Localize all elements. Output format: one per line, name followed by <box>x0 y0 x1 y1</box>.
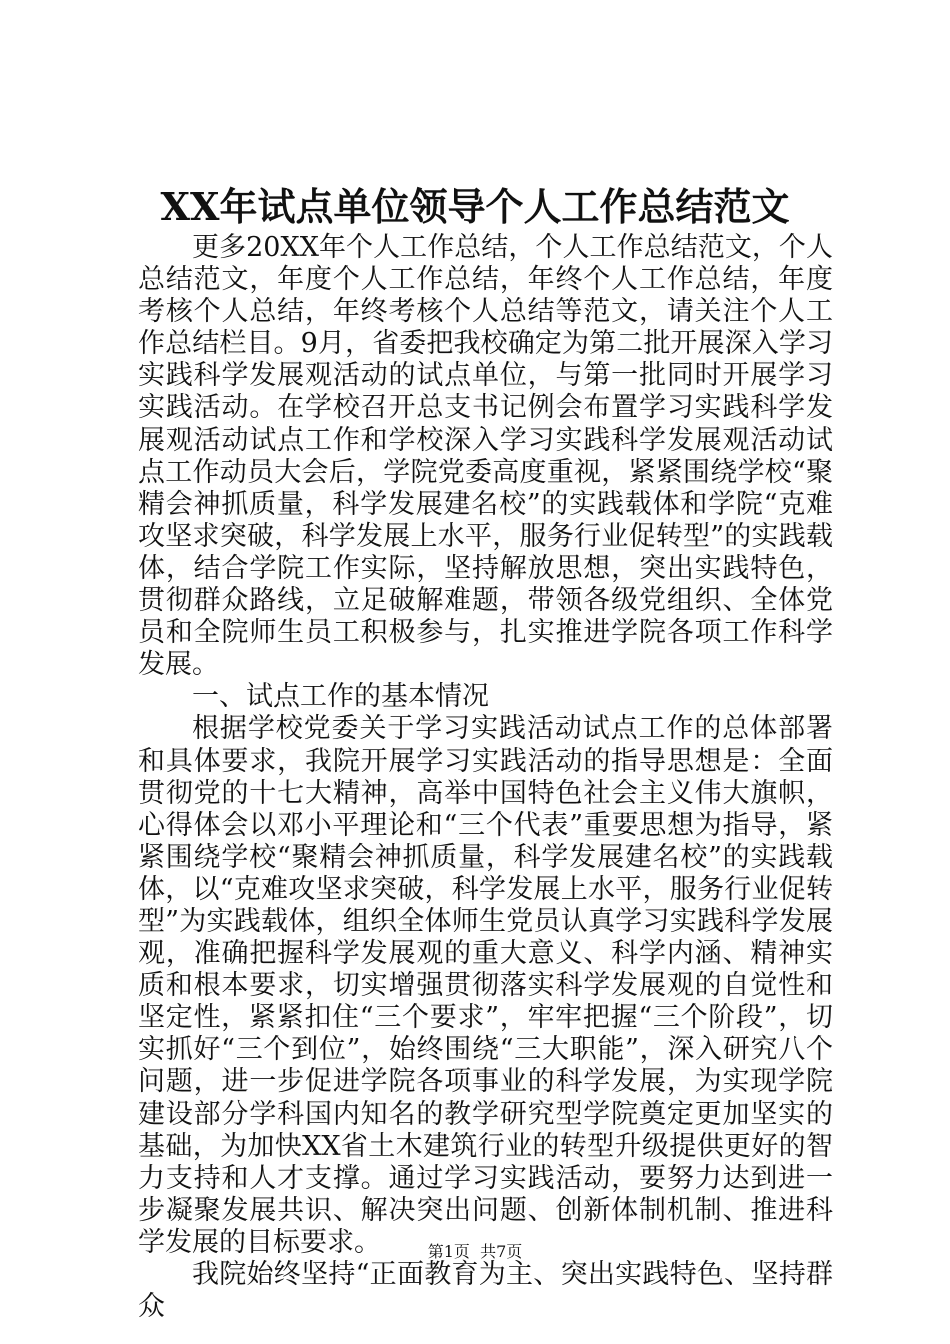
document-title: XX年试点单位领导个人工作总结范文 <box>160 184 790 229</box>
body-paragraph: 根据学校党委关于学习实践活动试点工作的总体部署和具体要求，我院开展学习实践活动的指导思想是：全面贯彻党的十七大精神，高举中国特色社会主义伟大旗帜，心得体会以邓小平理论和“三个代表”重要思想为指导，紧紧围绕学校“聚精会神抓质量，科学发展建名校”的实践载体，以“克难攻坚求突破，科学发展上水平，服务行业促转型”为实践载体，组织全体师生党员认真学习实践科学发展观，准确把握科学发展观的重大意义、科学内涵、精神实质和根本要求，切实增强贯彻落实科学发展观的自觉性和坚定性，紧紧扣住“三个要求”，牢牢把握“三个阶段”，切实抓好“三个到位”，始终围绕“三大职能”，深入研究八个问题，进一步促进学院各项事业的科学发展，为实现学院建设部分学科国内知名的教学研究型学院奠定更加坚实的基础，为加快XX省土木建筑行业的转型升级提供更好的智力支持和人才支撑。通过学习实践活动，要努力达到进一步凝聚发展共识、解决突出问题、创新体制机制、推进科学发展的目标要求。 <box>138 713 833 1258</box>
body-paragraph: 更多20XX年个人工作总结，个人工作总结范文，个人总结范文，年度个人工作总结，年终个人工作总结，年度考核个人总结，年终考核个人总结等范文，请关注个人工作总结栏目。9月，省委把我校确定为第二批开展深入学习实践科学发展观活动的试点单位，与第一批同时开展学习实践活动。在学校召开总支书记例会布置学习实践科学发展观活动试点工作和学校深入学习实践科学发展观活动试点工作动员大会后，学院党委高度重视，紧紧围绕学校“聚精会神抓质量，科学发展建名校”的实践载体和学院“克难攻坚求突破，科学发展上水平，服务行业促转型”的实践载体，结合学院工作实际，坚持解放思想，突出实践特色，贯彻群众路线，立足破解难题，带领各级党组织、全体党员和全院师生员工积极参与，扎实推进学院各项工作科学发展。 <box>138 232 833 681</box>
section-heading: 一、试点工作的基本情况 <box>192 681 489 713</box>
document-body <box>138 232 833 1323</box>
body-paragraph: 我院始终坚持“正面教育为主、突出实践特色、坚持群众 <box>138 1259 833 1323</box>
page-number-footer: 第1页 共7页 <box>427 1242 523 1261</box>
